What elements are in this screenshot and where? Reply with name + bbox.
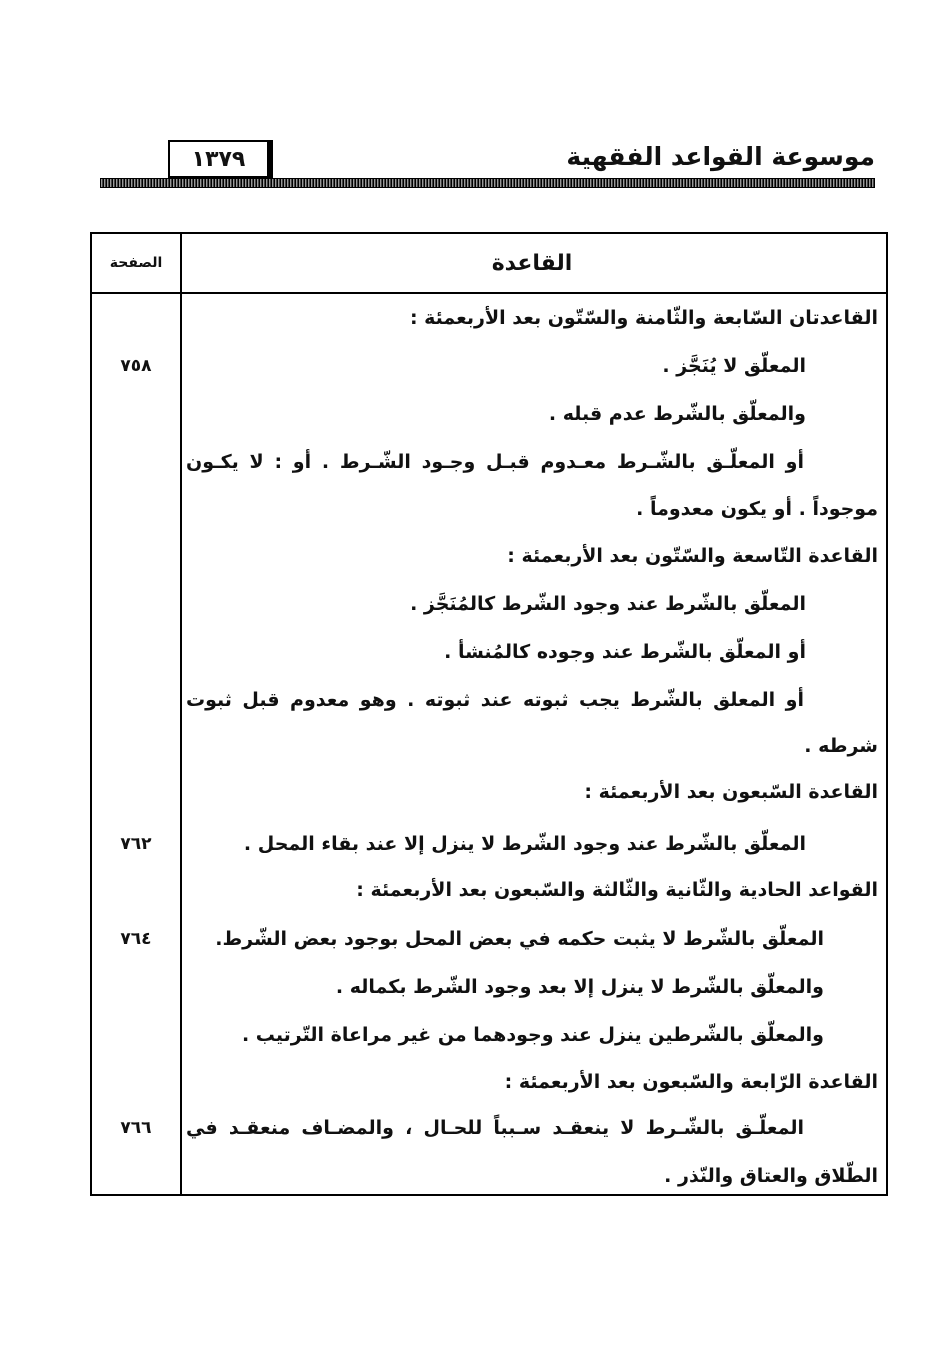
page-ref: ٧٦٤ — [120, 929, 152, 949]
page-ref: ٧٦٢ — [120, 834, 152, 854]
rule-text: أو المعلّـق بالشّـرط معـدوم قبـل وجـود الشّـرط . أو : لا يكـون — [186, 451, 804, 473]
rule-text: المعلّق لا يُنَجَّز . — [662, 355, 806, 377]
rule-text: المعلّق بالشّرط لا يثبت حكمه في بعض المحل بوجود بعض الشّرط. — [215, 928, 824, 950]
rule-text: موجوداً . أو يكون معدوماً . — [636, 498, 878, 520]
rule-heading: القاعدة التّاسعة والسّتّون بعد الأربعمئة : — [507, 545, 878, 567]
rule-text: الطّلاق والعتاق والنّذر . — [664, 1165, 878, 1187]
column-header-page: الصفحة — [109, 255, 163, 271]
rule-text: أو المعلق بالشّرط يجب ثبوته عند ثبوته . وهو معدوم قبل ثبوت — [186, 689, 804, 711]
header-rule — [100, 178, 875, 188]
page-header — [100, 140, 875, 195]
rules-index-table — [90, 232, 888, 1196]
book-title: موسوعة القواعد الفقهية — [566, 142, 875, 171]
rule-text: والمعلّق بالشّرط لا ينزل إلا بعد وجود الشّرط بكماله . — [335, 976, 824, 998]
rule-heading: القاعدة السّبعون بعد الأربعمئة : — [584, 781, 878, 803]
page-ref: ٧٦٦ — [120, 1118, 152, 1138]
header-divider — [92, 292, 886, 294]
rule-text: المعلّـق بالشّـرط لا ينعقـد سـبباً للحـال ، والمضـاف منعقـد في — [186, 1117, 804, 1139]
rule-text: أو المعلّق بالشّرط عند وجوده كالمُنشأ . — [444, 641, 806, 663]
rule-text: والمعلّق بالشّرطين ينزل عند وجودهما من غير مراعاة التّرتيب . — [241, 1024, 824, 1046]
column-divider — [180, 234, 182, 1194]
page-number: ١٣٧٩ — [168, 140, 273, 178]
rule-heading: القواعد الحادية والثّانية والثّالثة والسّبعون بعد الأربعمئة : — [356, 879, 878, 901]
rule-text: المعلّق بالشّرط عند وجود الشّرط كالمُنَجَّز . — [410, 593, 806, 615]
rule-text: شرطه . — [804, 735, 878, 757]
rule-heading: القاعدتان السّابعة والثّامنة والسّتّون بعد الأربعمئة : — [409, 307, 878, 329]
rule-heading: القاعدة الرّابعة والسّبعون بعد الأربعمئة : — [504, 1071, 878, 1093]
rule-text: المعلّق بالشّرط عند وجود الشّرط لا ينزل إلا عند بقاء المحل . — [243, 833, 806, 855]
column-header-rule: القاعدة — [491, 250, 573, 276]
page-ref: ٧٥٨ — [120, 356, 152, 376]
rule-text: والمعلّق بالشّرط عدم قبله . — [548, 403, 806, 425]
